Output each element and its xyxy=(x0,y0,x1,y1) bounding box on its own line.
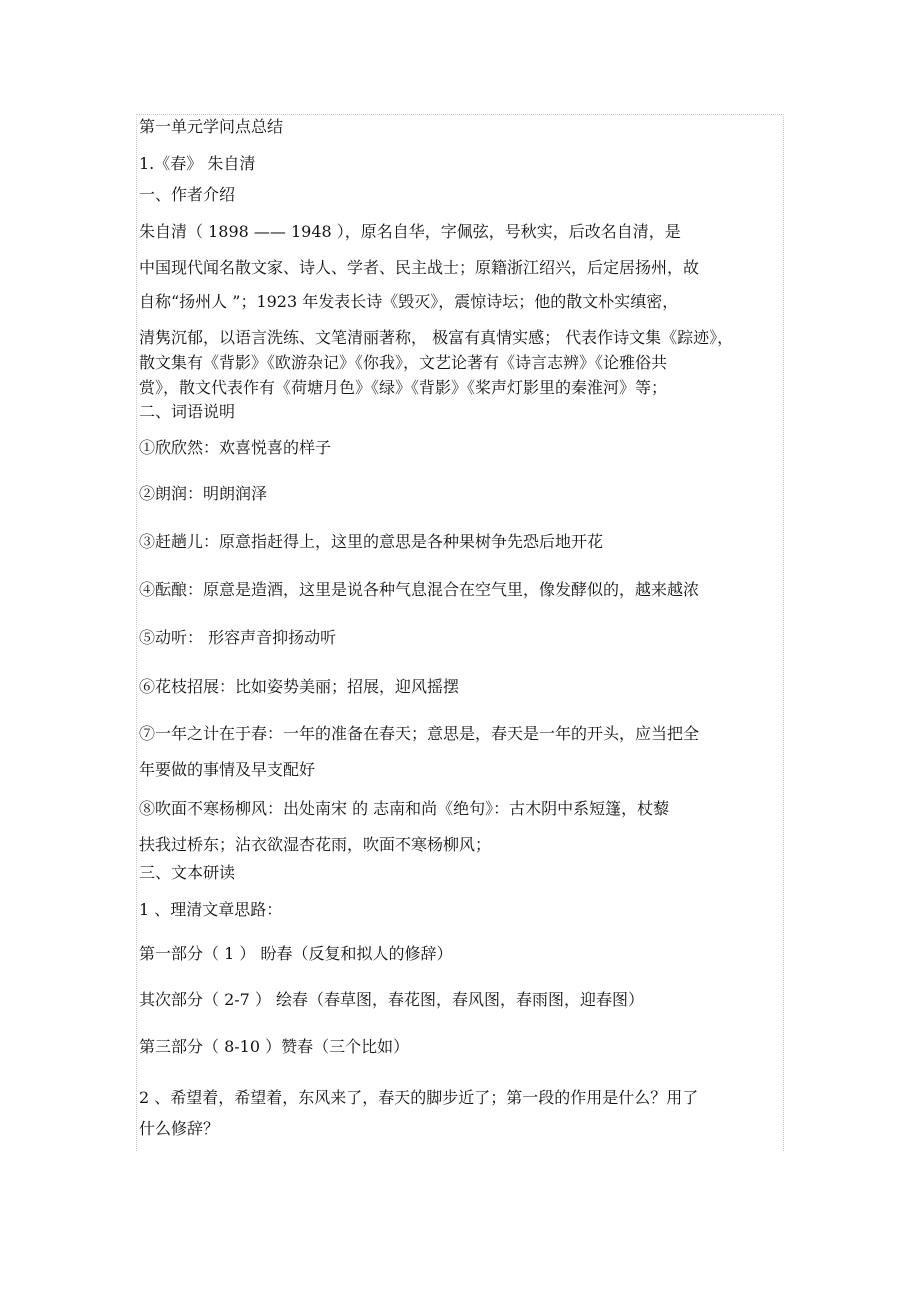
lesson-heading: 1.《春》 朱自清 xyxy=(139,154,256,173)
question-1: 1 、理清文章思路： xyxy=(139,900,283,919)
term-item: ②朗润：明朗润泽 xyxy=(139,484,268,503)
part-item: 第三部分（ 8-10 ）赞春（三个比如） xyxy=(139,1037,410,1056)
term-item: ①欣欣然：欢喜悦喜的样子 xyxy=(139,438,332,457)
bio-line: 自称“扬州人 ”；1923 年发表长诗《毁灭》，震惊诗坛；他的散文朴实缜密， xyxy=(139,292,679,311)
question-2: 2 、希望着，希望着，东风来了，春天的脚步近了；第一段的作用是什么？用了 xyxy=(139,1088,699,1107)
section-author-heading: 一、作者介绍 xyxy=(139,185,236,204)
section-terms-heading: 二、词语说明 xyxy=(139,402,236,421)
question-2-continued: 什么修辞？ xyxy=(139,1119,220,1138)
term-item: ⑦一年之计在于春：一年的准备在春天；意思是，春天是一年的开头，应当把全 xyxy=(139,724,700,743)
section-text-heading: 三、文本研读 xyxy=(139,863,236,882)
doc-title: 第一单元学问点总结 xyxy=(139,117,284,136)
term-item: ⑥花枝招展：比如姿势美丽；招展，迎风摇摆 xyxy=(139,677,460,696)
bio-line: 朱自清（ 1898 —— 1948 ），原名自华，字佩弦，号秋实，后改名自清，是 xyxy=(139,222,681,241)
bio-line: 赏》，散文代表作有《荷塘月色》《绿》《背影》《桨声灯影里的秦淮河》等； xyxy=(139,378,668,397)
term-item-continued: 扶我过桥东；沾衣欲湿杏花雨，吹面不寒杨柳风； xyxy=(139,835,492,854)
term-item: ⑧吹面不寒杨柳风：出处南宋 的 志南和尚《绝句》：古木阴中系短篷，杖藜 xyxy=(139,799,670,818)
part-item: 第一部分（ 1 ） 盼春（反复和拟人的修辞） xyxy=(139,944,453,963)
term-item: ③赶趟儿：原意指赶得上，这里的意思是各种果树争先恐后地开花 xyxy=(139,532,604,551)
term-item: ④酝酿：原意是造酒，这里是说各种气息混合在空气里，像发酵似的，越来越浓 xyxy=(139,580,700,599)
part-item: 其次部分（ 2-7 ） 绘春（春草图，春花图，春风图，春雨图，迎春图） xyxy=(139,990,645,1009)
bio-line: 清隽沉郁，以语言洗练、文笔清丽著称， 极富有真情实感； 代表作诗文集《踪迹》， xyxy=(139,328,734,347)
bio-line: 中国现代闻名散文家、诗人、学者、民主战士；原籍浙江绍兴，后定居扬州，故 xyxy=(139,258,700,277)
bio-line: 散文集有《背影》《欧游杂记》《你我》，文艺论著有《诗言志辨》《论雅俗共 xyxy=(139,353,668,372)
term-item: ⑤动听： 形容声音抑扬动听 xyxy=(139,628,337,647)
term-item-continued: 年要做的事情及早支配好 xyxy=(139,760,316,779)
